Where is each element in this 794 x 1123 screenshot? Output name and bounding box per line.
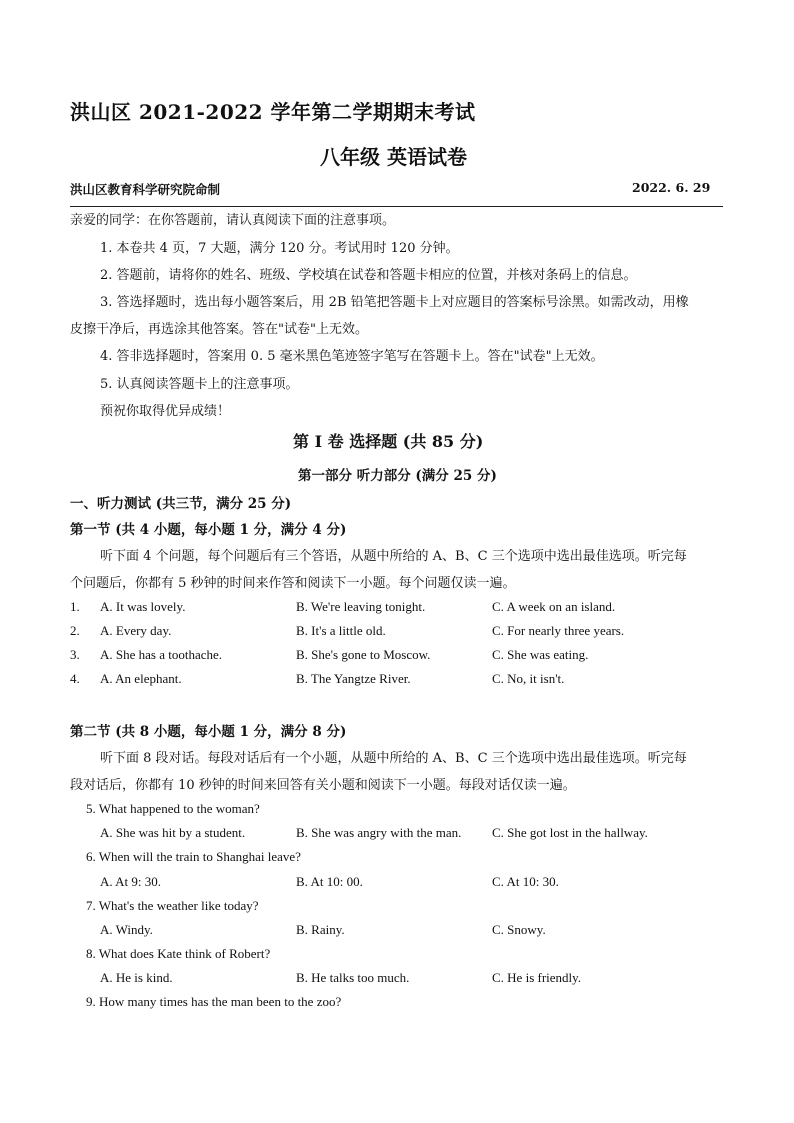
- question-number: 4.: [70, 671, 80, 686]
- option-c: C. He is friendly.: [492, 970, 582, 985]
- section2-instructions-cont: 段对话后，你都有 10 秒钟的时间来回答有关小题和阅读下一小题。每段对话仅读一遍。: [70, 778, 576, 793]
- section2-instructions: 听下面 8 段对话。每段对话后有一个小题，从题中所给的 A、B、C 三个选项中选出最佳选项。听完每: [100, 751, 687, 766]
- option-c: C. No, it isn't.: [492, 671, 565, 686]
- listening-heading: 一、听力测试 (共三节，满分 25 分): [70, 496, 292, 512]
- option-a: A. It was lovely.: [100, 599, 186, 614]
- section1-heading: 第一节 (共 4 小题，每小题 1 分，满分 4 分): [70, 522, 347, 538]
- notice-item-5: 5. 认真阅读答题卡上的注意事项。: [100, 377, 299, 392]
- issuer: 洪山区教育科学研究院命制: [70, 182, 221, 197]
- notice-item-3: 3. 答选择题时，选出每小题答案后，用 2B 铅笔把答题卡上对应题目的答案标号涂黑。如需改动，用橡: [100, 295, 689, 310]
- section2-heading: 第二节 (共 8 小题，每小题 1 分，满分 8 分): [70, 724, 347, 740]
- part1-heading: 第 I 卷 选择题 (共 85 分): [293, 432, 484, 451]
- notice-item-3-cont: 皮擦干净后，再选涂其他答案。答在"试卷"上无效。: [70, 322, 368, 337]
- option-b: B. At 10: 00.: [296, 874, 363, 889]
- section1-instructions: 听下面 4 个问题，每个问题后有三个答语，从题中所给的 A、B、C 三个选项中选出最佳选项。听完每: [100, 549, 687, 564]
- question-number: 1.: [70, 599, 80, 614]
- option-b: B. Rainy.: [296, 922, 345, 937]
- option-a: A. She was hit by a student.: [100, 825, 246, 840]
- question-stem: 5. What happened to the woman?: [86, 801, 260, 816]
- option-b: B. He talks too much.: [296, 970, 410, 985]
- option-a: A. Windy.: [100, 922, 153, 937]
- question-number: 2.: [70, 623, 80, 638]
- option-c: C. She got lost in the hallway.: [492, 825, 648, 840]
- question-stem: 9. How many times has the man been to the zoo?: [86, 994, 342, 1009]
- section1-instructions-cont: 个问题后，你都有 5 秒钟的时间来作答和阅读下一小题。每个问题仅读一遍。: [70, 576, 516, 591]
- question-stem: 8. What does Kate think of Robert?: [86, 946, 271, 961]
- notice-item-4: 4. 答非选择题时，答案用 0. 5 毫米黑色笔迹签字笔写在答题卡上。答在"试卷"上无效。: [100, 349, 604, 364]
- notice-greeting: 亲爱的同学：在你答题前，请认真阅读下面的注意事项。: [70, 213, 396, 228]
- option-b: B. She's gone to Moscow.: [296, 647, 431, 662]
- question-stem: 6. When will the train to Shanghai leave?: [86, 849, 301, 864]
- option-a: A. Every day.: [100, 623, 172, 638]
- option-b: B. It's a little old.: [296, 623, 386, 638]
- notice-item-2: 2. 答题前，请将你的姓名、班级、学校填在试卷和答题卡相应的位置，并核对条码上的信息。: [100, 268, 637, 283]
- notice-wish: 预祝你取得优异成绩！: [100, 404, 231, 419]
- option-a: A. She has a toothache.: [100, 647, 223, 662]
- question-stem: 7. What's the weather like today?: [86, 898, 259, 913]
- option-c: C. A week on an island.: [492, 599, 616, 614]
- question-number: 3.: [70, 647, 80, 662]
- option-c: C. At 10: 30.: [492, 874, 559, 889]
- exam-date: 2022. 6. 29: [632, 180, 711, 195]
- header-divider: [70, 206, 723, 207]
- option-b: B. She was angry with the man.: [296, 825, 462, 840]
- option-c: C. She was eating.: [492, 647, 589, 662]
- option-b: B. The Yangtze River.: [296, 671, 411, 686]
- option-c: C. For nearly three years.: [492, 623, 625, 638]
- option-b: B. We're leaving tonight.: [296, 599, 426, 614]
- option-a: A. An elephant.: [100, 671, 182, 686]
- option-c: C. Snowy.: [492, 922, 546, 937]
- option-a: A. At 9: 30.: [100, 874, 162, 889]
- exam-title: 洪山区 2021-2022 学年第二学期期末考试: [70, 100, 476, 124]
- part1-subheading: 第一部分 听力部分 (满分 25 分): [298, 468, 497, 484]
- exam-subtitle: 八年级 英语试卷: [320, 145, 467, 169]
- option-a: A. He is kind.: [100, 970, 173, 985]
- notice-item-1: 1. 本卷共 4 页，7 大题，满分 120 分。考试用时 120 分钟。: [100, 241, 459, 256]
